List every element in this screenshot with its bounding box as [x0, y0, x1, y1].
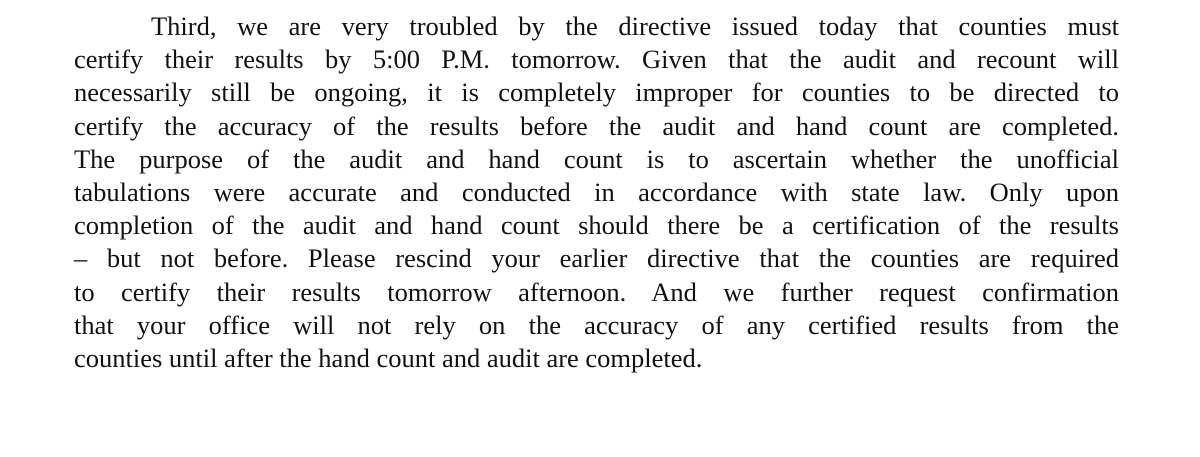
paragraph-line: The purpose of the audit and hand count is to ascertain whether the unofficial: [74, 143, 1119, 174]
paragraph-line: certify the accuracy of the results before the audit and hand count are completed.: [74, 110, 1119, 141]
paragraph-line: to certify their results tomorrow afternoon. And we further request confirmation: [74, 276, 1119, 307]
paragraph-line: Third, we are very troubled by the directive issued today that counties must: [151, 11, 1119, 41]
body-paragraph: [74, 10, 1119, 375]
paragraph-line: that your office will not rely on the accuracy of any certified results from the: [74, 309, 1119, 340]
paragraph-line: – but not before. Please rescind your earlier directive that the counties are required: [74, 243, 1119, 274]
paragraph-line: certify their results by 5:00 P.M. tomorrow. Given that the audit and recount will: [74, 44, 1119, 75]
paragraph-line: tabulations were accurate and conducted in accordance with state law. Only upon: [74, 177, 1119, 208]
paragraph-line: counties until after the hand count and audit are completed.: [74, 343, 703, 374]
paragraph-line: necessarily still be ongoing, it is completely improper for counties to be directed to: [74, 77, 1119, 108]
paragraph-line: completion of the audit and hand count should there be a certification of the results: [74, 210, 1119, 241]
